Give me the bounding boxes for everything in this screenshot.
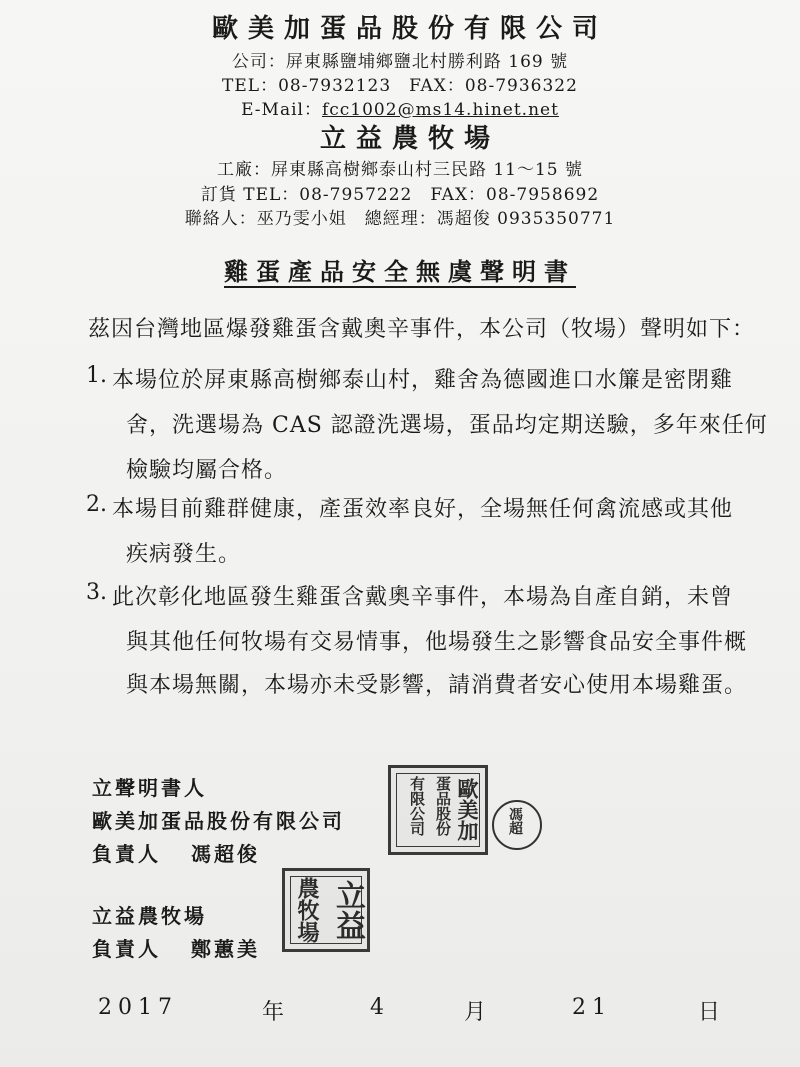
farm-address: 工廠：屏東縣高樹鄉泰山村三民路 11～15 號 [216,160,584,180]
date-month: 4 [370,995,390,1020]
signature-company: 歐美加蛋品股份有限公司 [92,809,345,833]
company-seal-col-2: 蛋品股份 [434,776,452,836]
intro-paragraph: 茲因台灣地區爆發雞蛋含戴奧辛事件，本公司（牧場）聲明如下： [88,317,756,342]
company-seal [388,765,488,855]
item-2-number: 2. [86,492,107,517]
item-1-number: 1. [86,363,107,388]
company-seal-col-3: 有限公司 [408,776,426,836]
company-phone-fax: TEL：08-7932123 FAX：08-7936322 [222,76,578,96]
item-2-line-2: 疾病發生。 [126,542,242,567]
company-representative-line [92,838,260,867]
farm-seal [282,868,370,952]
date-year-label: 年 [262,1000,291,1025]
date-day-label: 日 [698,1000,727,1025]
declarant-label: 立聲明書人 [92,776,207,800]
item-3-line-2: 與其他任何牧場有交易情事，他場發生之影響食品安全事件概 [126,630,748,655]
company-seal-col-1: 歐美加 [455,778,480,841]
item-3-number: 3. [86,580,107,605]
date-day: 21 [572,995,612,1020]
document-title [0,252,800,287]
representative-seal [492,800,542,850]
company-email-line [0,95,800,120]
company-rep-name: 馮超俊 [191,842,260,866]
company-address: 公司：屏東縣鹽埔鄉鹽北村勝利路 169 號 [231,52,569,72]
farm-name: 立益農牧場 [319,124,500,154]
item-1-line-1: 本場位於屏東縣高樹鄉泰山村，雞舍為德國進口水簾是密閉雞 [112,368,734,393]
signature-farm: 立益農牧場 [92,904,207,928]
company-rep-label: 負責人 [92,842,161,866]
item-1-line-2: 舍，洗選場為 CAS 認證洗選場，蛋品均定期送驗，多年來任何 [126,413,768,438]
farm-phone-fax: 訂貨 TEL：08-7957222 FAX：08-7958692 [200,185,600,205]
date-year: 2017 [98,995,178,1020]
item-2-line-1: 本場目前雞群健康，產蛋效率良好，全場無任何禽流感或其他 [112,497,734,522]
email-label: E-Mail： [241,100,322,120]
farm-seal-col-1: 立益 [330,880,365,940]
item-1-line-3: 檢驗均屬合格。 [126,458,288,483]
farm-representative-line [92,933,260,962]
item-3-line-3: 與本場無關，本場亦未受影響，請消費者安心使用本場雞蛋。 [126,673,748,698]
item-3-line-1: 此次彰化地區發生雞蛋含戴奧辛事件，本場為自產自銷，未曾 [112,585,734,610]
document-title-text: 雞蛋產品安全無虞聲明書 [224,257,576,286]
company-name: 歐美加蛋品股份有限公司 [211,14,608,44]
email-address: fcc1002@ms14.hinet.net [321,100,559,120]
date-month-label: 月 [464,1000,493,1025]
rep-seal-text: 馮超 [507,807,523,835]
farm-rep-name: 鄭蕙美 [191,937,260,961]
farm-seal-col-2: 農牧場 [294,877,320,943]
contact-line: 聯絡人：巫乃雯小姐 總經理：馮超俊 0935350771 [184,209,616,229]
farm-rep-label: 負責人 [92,937,161,961]
